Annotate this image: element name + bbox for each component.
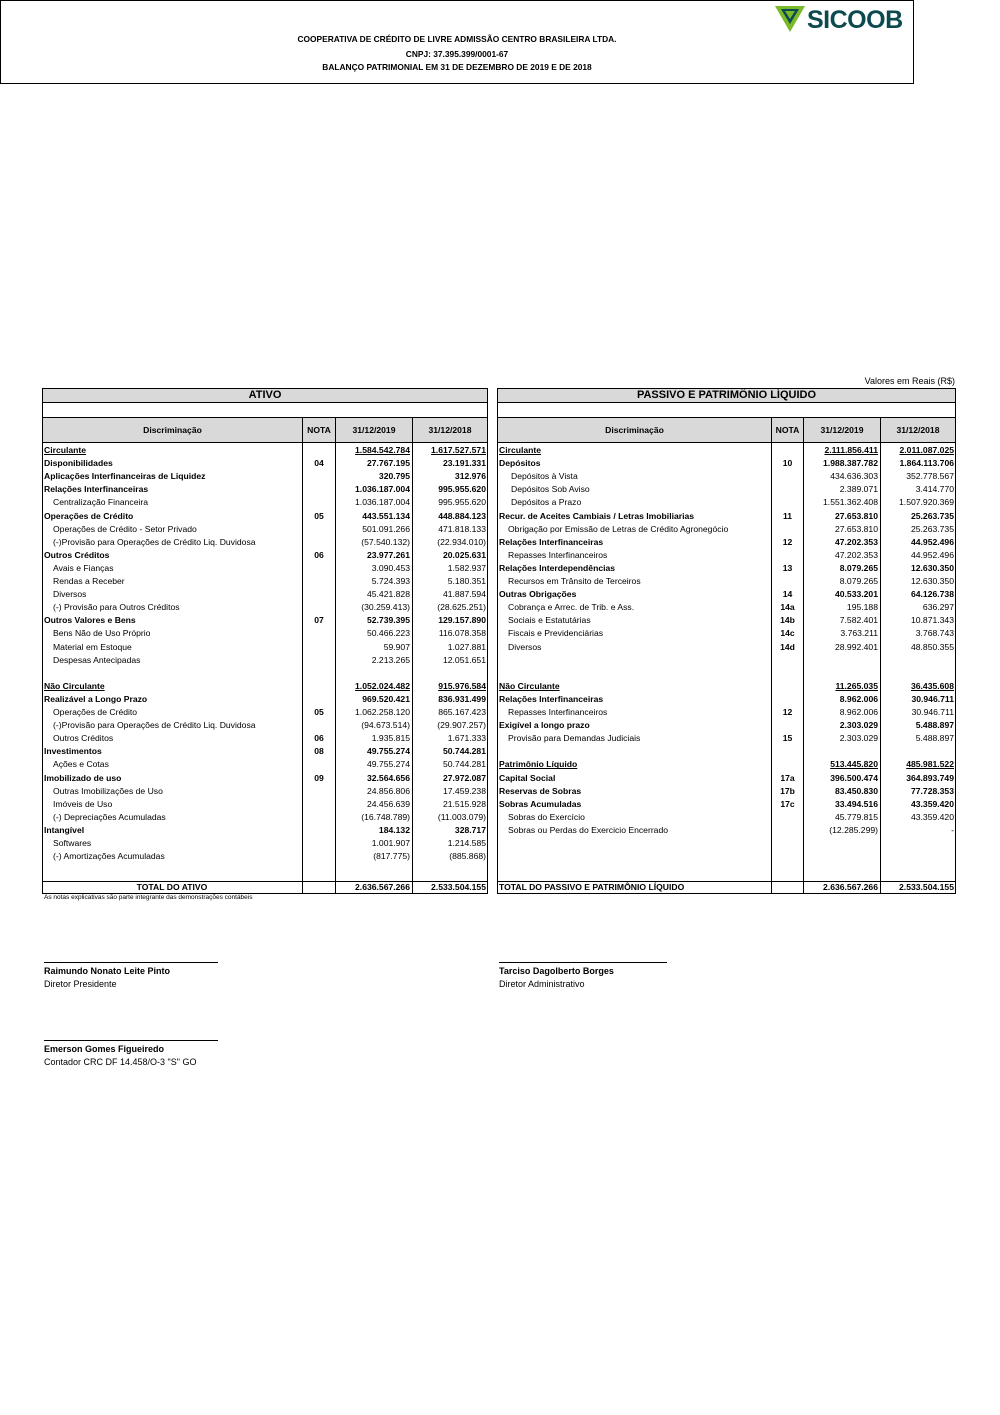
ativo-row-nota bbox=[303, 641, 335, 653]
passivo-row-label: Repasses Interfinanceiros bbox=[508, 549, 608, 560]
ativo-total-2019: 2.636.567.266 bbox=[355, 882, 410, 892]
passivo-row-nota: 14c bbox=[780, 628, 795, 639]
passivo-row-v2019: 33.494.516 bbox=[834, 798, 878, 809]
passivo-row-v2018: 1.864.113.706 bbox=[899, 458, 954, 469]
passivo-row-nota bbox=[772, 575, 803, 587]
passivo-row-label: Recursos em Trânsito de Terceiros bbox=[508, 576, 641, 586]
passivo-total-label: TOTAL DO PASSIVO E PATRIMÔNIO LÍQUIDO bbox=[499, 882, 685, 892]
passivo-row-label: Exigível a longo prazo bbox=[499, 720, 590, 731]
ativo-row-v2018: 328.717 bbox=[454, 824, 486, 835]
ativo-row-v2019: 1.584.542.784 bbox=[355, 445, 410, 455]
passivo-row-v2018: 364.893.749 bbox=[906, 772, 954, 783]
passivo-title: PASSIVO E PATRIMÔNIO LÍQUIDO bbox=[497, 388, 956, 403]
passivo-row-v2019: 195.188 bbox=[846, 602, 878, 613]
ativo-row-v2018: 20.025.631 bbox=[442, 549, 486, 560]
passivo-total-2018: 2.533.504.155 bbox=[899, 882, 954, 892]
ativo-row-v2018: 5.180.351 bbox=[447, 576, 486, 586]
passivo-row-v2019: 7.582.401 bbox=[839, 615, 878, 626]
ativo-row-v2018: 1.671.333 bbox=[447, 733, 486, 744]
currency-note: Valores em Reais (R$) bbox=[864, 376, 955, 386]
passivo-row-v2018: 43.359.420 bbox=[910, 798, 954, 809]
passivo-row-nota: 17a bbox=[780, 772, 795, 783]
passivo-row-v2018: 64.126.738 bbox=[910, 589, 954, 600]
passivo-row-v2019: 2.389.071 bbox=[839, 484, 878, 495]
passivo-row-v2018: 5.488.897 bbox=[915, 720, 954, 731]
ativo-row-v2019: 24.456.639 bbox=[366, 798, 410, 809]
passivo-row-v2018: 2.011.087.025 bbox=[899, 445, 954, 455]
ativo-total-2018: 2.533.504.155 bbox=[431, 882, 486, 892]
ativo-row-nota bbox=[303, 470, 335, 482]
ativo-row-v2019: 59.907 bbox=[383, 641, 410, 652]
passivo-col-2018: 31/12/2018 bbox=[880, 417, 956, 443]
ativo-row-v2019: 2.213.265 bbox=[371, 654, 410, 665]
ativo-row-v2019: (94.673.514) bbox=[361, 720, 410, 731]
passivo-row-v2018: 636.297 bbox=[922, 602, 954, 613]
ativo-row-label: Relações Interfinanceiras bbox=[44, 484, 149, 495]
ativo-total-label: TOTAL DO ATIVO bbox=[136, 882, 208, 892]
passivo-row-v2018: 77.728.353 bbox=[910, 785, 954, 796]
passivo-row-v2019: 47.202.353 bbox=[834, 549, 878, 560]
ativo-row-v2019: 1.036.187.004 bbox=[355, 497, 410, 508]
signature-name-3: Emerson Gomes Figueiredo bbox=[44, 1044, 165, 1054]
passivo-row-nota bbox=[772, 680, 803, 692]
passivo-col-2019: 31/12/2019 bbox=[803, 417, 881, 443]
ativo-row-label: Investimentos bbox=[44, 746, 102, 757]
signature-line-3 bbox=[44, 1040, 218, 1041]
ativo-row-v2018: 27.972.087 bbox=[442, 772, 486, 783]
ativo-row-v2019: (30.259.413) bbox=[361, 602, 410, 613]
ativo-row-v2018: 1.214.585 bbox=[447, 838, 486, 848]
ativo-row-v2019: 50.466.223 bbox=[366, 628, 410, 639]
passivo-row-v2019: 2.303.029 bbox=[839, 720, 878, 731]
passivo-row-nota: 11 bbox=[782, 510, 793, 521]
passivo-row-v2018: 43.359.420 bbox=[910, 811, 954, 822]
passivo-row-nota bbox=[772, 470, 803, 482]
ativo-row-label: Operações de Crédito - Setor Privado bbox=[53, 523, 197, 534]
ativo-row-nota bbox=[303, 798, 335, 810]
ativo-row-v2019: 443.551.134 bbox=[362, 510, 410, 521]
ativo-row-nota bbox=[303, 444, 335, 456]
ativo-row-nota bbox=[303, 758, 335, 770]
ativo-row-v2019: (16.748.789) bbox=[361, 811, 410, 822]
passivo-row-label: Relações Interfinanceiras bbox=[499, 536, 604, 547]
ativo-row-nota bbox=[303, 824, 335, 836]
passivo-row-v2019 bbox=[804, 654, 878, 666]
ativo-row-label: (-)Provisão para Operações de Crédito Liq. Duvidosa bbox=[53, 720, 256, 731]
passivo-row-v2019: 83.450.830 bbox=[834, 785, 878, 796]
ativo-row-v2018: 995.955.620 bbox=[438, 497, 486, 508]
ativo-row-label: Rendas a Receber bbox=[53, 576, 125, 586]
signature-line-2 bbox=[499, 962, 667, 963]
ativo-row-label bbox=[44, 667, 300, 679]
ativo-row-v2018: 12.051.651 bbox=[442, 654, 486, 665]
passivo-row-v2019: 1.551.362.408 bbox=[823, 497, 878, 508]
ativo-row-v2019 bbox=[336, 667, 410, 679]
signature-name-1: Raimundo Nonato Leite Pinto bbox=[44, 966, 170, 976]
passivo-row-label: Patrimônio Líquido bbox=[499, 759, 578, 770]
passivo-row-v2019: 8.962.006 bbox=[839, 693, 878, 704]
ativo-row-label: Operações de Crédito bbox=[44, 510, 134, 521]
ativo-row-v2019: 24.856.806 bbox=[366, 785, 410, 796]
passivo-row-label: Obrigação por Emissão de Letras de Crédito Agronegócio bbox=[508, 523, 729, 534]
passivo-row-label: Cobrança e Arrec. de Trib. e Ass. bbox=[508, 602, 635, 613]
ativo-row-label: Disponibilidades bbox=[44, 458, 113, 469]
passivo-row-v2019: 40.533.201 bbox=[834, 589, 878, 600]
passivo-row-v2019: 8.962.006 bbox=[839, 707, 878, 717]
passivo-row-v2019: 3.763.211 bbox=[840, 628, 878, 639]
passivo-row-nota bbox=[772, 745, 803, 757]
passivo-row-label: Relações Interfinanceiras bbox=[499, 693, 604, 704]
ativo-row-v2019: 501.091.266 bbox=[362, 523, 410, 534]
ativo-row-v2019: 49.755.274 bbox=[366, 759, 410, 770]
ativo-row-v2018: 41.887.594 bbox=[442, 589, 486, 600]
logo-wordmark: SICOOB bbox=[807, 6, 903, 34]
ativo-row-nota: 09 bbox=[314, 772, 324, 783]
footnote: As notas explicativas são parte integrante das demonstrações contábeis bbox=[44, 894, 253, 901]
ativo-row-v2018: (29.907.257) bbox=[437, 720, 486, 731]
passivo-row-v2018: 36.435.608 bbox=[910, 680, 954, 691]
passivo-row-nota bbox=[772, 523, 803, 535]
ativo-row-label: Material em Estoque bbox=[53, 641, 132, 652]
ativo-row-v2018: (28.625.251) bbox=[437, 602, 486, 613]
passivo-row-nota bbox=[772, 654, 803, 666]
passivo-row-nota: 17b bbox=[780, 785, 795, 796]
passivo-total-2019: 2.636.567.266 bbox=[823, 882, 878, 892]
ativo-row-nota: 08 bbox=[314, 746, 324, 757]
passivo-row-nota: 17c bbox=[780, 798, 795, 809]
passivo-row-nota bbox=[772, 549, 803, 561]
ativo-row-v2018: 50.744.281 bbox=[442, 759, 486, 770]
ativo-row-v2018: (885.868) bbox=[449, 851, 486, 862]
ativo-row-v2019: 52.739.395 bbox=[366, 615, 410, 626]
report-header bbox=[0, 0, 914, 84]
passivo-row-v2018: 12.630.350 bbox=[910, 562, 954, 573]
ativo-row-label: Avais e Fianças bbox=[53, 562, 114, 573]
ativo-row-nota bbox=[303, 693, 335, 705]
ativo-row-nota bbox=[303, 483, 335, 495]
passivo-row-nota bbox=[772, 444, 803, 456]
passivo-row-v2018: 5.488.897 bbox=[915, 733, 954, 744]
passivo-row-v2018 bbox=[881, 745, 954, 757]
passivo-row-v2018: 25.263.735 bbox=[910, 523, 954, 534]
ativo-row-nota bbox=[303, 680, 335, 692]
signature-line-1 bbox=[44, 962, 218, 963]
passivo-row-nota bbox=[772, 693, 803, 705]
ativo-row-v2018: 471.818.133 bbox=[438, 523, 486, 534]
passivo-row-nota bbox=[772, 667, 803, 679]
passivo-row-label: Reservas de Sobras bbox=[499, 785, 582, 796]
ativo-row-v2018: 312.976 bbox=[454, 471, 486, 482]
ativo-row-v2018: 448.884.123 bbox=[438, 510, 486, 521]
ativo-row-label: (-) Depreciações Acumuladas bbox=[53, 811, 166, 822]
passivo-row-nota: 14b bbox=[780, 615, 795, 626]
passivo-row-label: Repasses Interfinanceiros bbox=[508, 707, 608, 717]
ativo-row-label: Circulante bbox=[44, 445, 87, 455]
passivo-row-v2019: 1.988.387.782 bbox=[823, 458, 878, 469]
passivo-row-v2019 bbox=[804, 745, 878, 757]
passivo-row-label: Circulante bbox=[499, 445, 542, 455]
passivo-row-v2019 bbox=[804, 667, 878, 679]
passivo-row-nota bbox=[772, 719, 803, 731]
passivo-row-v2018: 3.768.743 bbox=[915, 628, 954, 639]
ativo-row-nota: 07 bbox=[314, 615, 324, 626]
ativo-row-v2018: 995.955.620 bbox=[438, 484, 486, 495]
ativo-row-label: (-)Provisão para Operações de Crédito Liq. Duvidosa bbox=[53, 536, 256, 547]
passivo-row-v2019: 8.079.265 bbox=[839, 562, 878, 573]
passivo-row-v2018 bbox=[881, 654, 954, 666]
signature-role-3: Contador CRC DF 14.458/O-3 "S" GO bbox=[44, 1057, 197, 1067]
ativo-row-label: Operações de Crédito bbox=[53, 707, 138, 717]
ativo-row-label: Aplicações Interfinanceiras de Liquidez bbox=[44, 471, 206, 482]
passivo-row-v2019: 47.202.353 bbox=[834, 536, 878, 547]
ativo-row-nota bbox=[303, 588, 335, 600]
ativo-row-v2018: 21.515.928 bbox=[442, 798, 486, 809]
ativo-row-nota bbox=[303, 627, 335, 639]
ativo-row-label: Realizável a Longo Prazo bbox=[44, 693, 148, 704]
passivo-row-label: Sobras Acumuladas bbox=[499, 798, 582, 809]
passivo-row-label bbox=[499, 654, 769, 666]
ativo-row-nota bbox=[303, 654, 335, 666]
sicoob-logo bbox=[775, 4, 905, 34]
passivo-row-v2018: 44.952.496 bbox=[910, 536, 954, 547]
ativo-row-label: Outros Créditos bbox=[53, 733, 114, 744]
passivo-row-label: Fiscais e Previdenciárias bbox=[508, 628, 604, 639]
passivo-row-v2018: 25.263.735 bbox=[910, 510, 954, 521]
passivo-row-v2019: 45.779.815 bbox=[834, 811, 878, 822]
passivo-row-v2018: 30.946.711 bbox=[911, 707, 954, 717]
passivo-row-nota bbox=[772, 811, 803, 823]
passivo-row-label: Relações Interdependências bbox=[499, 562, 616, 573]
ativo-row-label: (-) Provisão para Outros Créditos bbox=[53, 602, 180, 613]
ativo-row-label: Ações e Cotas bbox=[53, 759, 109, 770]
ativo-row-nota bbox=[303, 601, 335, 613]
passivo-row-v2019: 8.079.265 bbox=[839, 576, 878, 586]
ativo-row-nota bbox=[303, 523, 335, 535]
passivo-row-label: Sociais e Estatutárias bbox=[508, 615, 591, 626]
ativo-row-label: Softwares bbox=[53, 838, 92, 848]
ativo-col-discriminacao: Discriminação bbox=[42, 417, 303, 443]
ativo-row-label: Não Circulante bbox=[44, 680, 105, 691]
passivo-col-discriminacao: Discriminação bbox=[497, 417, 772, 443]
passivo-row-v2019: 27.653.810 bbox=[834, 523, 878, 534]
passivo-row-v2018: 352.778.567 bbox=[906, 471, 954, 482]
passivo-row-v2018: 44.952.496 bbox=[910, 549, 954, 560]
ativo-row-v2018: 116.078.358 bbox=[438, 628, 486, 639]
passivo-row-label bbox=[499, 745, 769, 757]
ativo-row-nota bbox=[303, 496, 335, 508]
passivo-row-nota bbox=[772, 483, 803, 495]
ativo-row-label: Outros Valores e Bens bbox=[44, 615, 136, 626]
ativo-row-label: Outras Imobilizações de Uso bbox=[53, 785, 163, 796]
passivo-row-nota: 14 bbox=[782, 589, 793, 600]
passivo-spacer bbox=[497, 403, 956, 417]
passivo-row-v2019: 11.265.035 bbox=[835, 680, 878, 691]
ativo-row-label: Centralização Financeira bbox=[53, 497, 149, 508]
ativo-row-v2019: 3.090.453 bbox=[371, 562, 410, 573]
passivo-col-nota: NOTA bbox=[771, 417, 804, 443]
ativo-row-v2018 bbox=[413, 667, 486, 679]
passivo-row-v2018: 12.630.350 bbox=[910, 576, 954, 586]
ativo-title: ATIVO bbox=[42, 388, 488, 403]
ativo-row-v2018: 1.582.937 bbox=[447, 562, 486, 573]
passivo-row-label: Sobras do Exercício bbox=[508, 811, 585, 822]
ativo-row-nota: 05 bbox=[314, 510, 324, 521]
ativo-row-v2018: 23.191.331 bbox=[442, 458, 486, 469]
sicoob-logo-icon bbox=[775, 4, 805, 34]
ativo-row-v2019: 1.062.258.120 bbox=[355, 707, 410, 717]
passivo-row-nota: 10 bbox=[782, 458, 793, 469]
passivo-row-v2018: 48.850.355 bbox=[910, 641, 954, 652]
company-cnpj: CNPJ: 37.395.399/0001-67 bbox=[405, 49, 509, 59]
passivo-row-v2019: 396.500.474 bbox=[830, 772, 878, 783]
passivo-row-v2019: 2.303.029 bbox=[839, 733, 878, 744]
ativo-row-label: Imobilizado de uso bbox=[44, 772, 122, 783]
ativo-row-nota bbox=[303, 785, 335, 797]
passivo-row-v2019: 28.992.401 bbox=[834, 641, 878, 652]
ativo-row-label: (-) Amortizações Acumuladas bbox=[53, 851, 165, 862]
passivo-row-v2018: 485.981.522 bbox=[906, 759, 954, 770]
ativo-row-v2019: (57.540.132) bbox=[361, 536, 410, 547]
passivo-row-label: Sobras ou Perdas do Exercicio Encerrado bbox=[508, 824, 669, 835]
passivo-row-nota: 12 bbox=[782, 707, 793, 717]
ativo-row-nota bbox=[303, 719, 335, 731]
ativo-row-v2019: (817.775) bbox=[373, 851, 410, 862]
ativo-row-nota bbox=[303, 562, 335, 574]
ativo-row-v2018: 17.459.238 bbox=[442, 785, 486, 796]
ativo-row-label: Bens Não de Uso Próprio bbox=[53, 628, 151, 639]
passivo-row-label: Recur. de Aceites Cambiais / Letras Imobiliarias bbox=[499, 510, 695, 521]
passivo-row-label: Provisão para Demandas Judiciais bbox=[508, 733, 641, 744]
passivo-row-v2019: 2.111.856.411 bbox=[824, 445, 878, 455]
passivo-row-label: Depósitos bbox=[499, 458, 541, 469]
passivo-row-label: Depósitos a Prazo bbox=[511, 497, 582, 508]
company-name: COOPERATIVA DE CRÉDITO DE LIVRE ADMISSÃO CENTRO BRASILEIRA LTDA. bbox=[297, 34, 617, 44]
passivo-row-label: Outras Obrigações bbox=[499, 589, 577, 600]
passivo-row-label: Não Circulante bbox=[499, 680, 560, 691]
ativo-row-label: Intangível bbox=[44, 824, 85, 835]
ativo-row-v2019: 320.795 bbox=[378, 471, 410, 482]
passivo-row-v2019: (12.285.299) bbox=[829, 824, 878, 835]
ativo-row-nota bbox=[303, 837, 335, 849]
ativo-row-v2019: 32.564.656 bbox=[366, 772, 410, 783]
ativo-row-v2019: 45.421.828 bbox=[366, 589, 410, 600]
ativo-row-nota bbox=[303, 536, 335, 548]
ativo-row-v2019: 27.767.195 bbox=[366, 458, 410, 469]
ativo-row-v2018: 1.027.881 bbox=[447, 641, 486, 652]
ativo-col-2018: 31/12/2018 bbox=[412, 417, 488, 443]
ativo-row-v2018: 129.157.890 bbox=[438, 615, 486, 626]
passivo-row-label: Diversos bbox=[508, 641, 542, 652]
ativo-row-nota bbox=[303, 850, 335, 862]
passivo-row-v2018: 3.414.770 bbox=[915, 484, 954, 495]
passivo-row-v2019: 513.445.820 bbox=[830, 759, 878, 770]
passivo-row-v2018: 1.507.920.369 bbox=[899, 497, 954, 508]
passivo-row-label: Capital Social bbox=[499, 772, 556, 783]
passivo-row-v2019: 27.653.810 bbox=[834, 510, 878, 521]
ativo-col-nota: NOTA bbox=[302, 417, 336, 443]
ativo-row-v2019: 1.036.187.004 bbox=[355, 484, 410, 495]
ativo-row-v2018: (22.934.010) bbox=[437, 536, 486, 547]
passivo-row-v2018: 10.871.343 bbox=[910, 615, 954, 626]
ativo-row-v2019: 1.001.907 bbox=[371, 838, 410, 848]
ativo-spacer bbox=[42, 403, 488, 417]
ativo-row-v2018: 836.931.499 bbox=[438, 693, 486, 704]
ativo-row-v2019: 1.935.815 bbox=[371, 733, 410, 744]
report-title: BALANÇO PATRIMONIAL EM 31 DE DEZEMBRO DE 2019 E DE 2018 bbox=[322, 62, 592, 72]
ativo-row-v2018: 1.617.527.571 bbox=[431, 445, 486, 455]
passivo-row-v2018: 30.946.711 bbox=[911, 693, 954, 704]
ativo-row-v2018: (11.003.079) bbox=[437, 811, 486, 822]
ativo-row-v2019: 23.977.261 bbox=[366, 549, 410, 560]
ativo-row-v2019: 1.052.024.482 bbox=[355, 680, 410, 691]
signature-role-1: Diretor Presidente bbox=[44, 979, 117, 989]
ativo-row-label: Despesas Antecipadas bbox=[53, 654, 141, 665]
passivo-row-label: Depósitos à Vista bbox=[511, 471, 578, 482]
ativo-row-v2019: 184.132 bbox=[378, 824, 410, 835]
ativo-row-v2018: 50.744.281 bbox=[442, 746, 486, 757]
ativo-row-label: Imóveis de Uso bbox=[53, 798, 113, 809]
ativo-row-label: Diversos bbox=[53, 589, 87, 600]
ativo-row-v2018: 915.976.584 bbox=[438, 680, 486, 691]
passivo-row-nota: 14a bbox=[780, 602, 795, 613]
ativo-row-nota bbox=[303, 811, 335, 823]
ativo-row-label: Outros Créditos bbox=[44, 549, 110, 560]
ativo-row-nota bbox=[303, 667, 335, 679]
passivo-row-nota: 12 bbox=[782, 536, 793, 547]
passivo-row-nota: 13 bbox=[782, 562, 793, 573]
passivo-row-nota bbox=[772, 496, 803, 508]
passivo-row-label bbox=[499, 667, 769, 679]
signature-role-2: Diretor Administrativo bbox=[499, 979, 585, 989]
ativo-row-nota bbox=[303, 575, 335, 587]
ativo-row-v2019: 5.724.393 bbox=[371, 576, 410, 586]
passivo-row-nota: 15 bbox=[782, 733, 793, 744]
ativo-row-nota: 06 bbox=[314, 733, 324, 744]
passivo-row-label: Depósitos Sob Aviso bbox=[511, 484, 590, 495]
passivo-row-nota: 14d bbox=[780, 641, 795, 652]
ativo-row-nota: 05 bbox=[314, 707, 324, 717]
ativo-row-nota: 06 bbox=[314, 549, 324, 560]
passivo-row-v2019: 434.636.303 bbox=[830, 471, 878, 482]
passivo-row-v2018 bbox=[881, 667, 954, 679]
passivo-row-nota bbox=[772, 824, 803, 836]
passivo-row-v2018: - bbox=[951, 824, 954, 835]
ativo-col-2019: 31/12/2019 bbox=[335, 417, 413, 443]
signature-name-2: Tarciso Dagolberto Borges bbox=[499, 966, 614, 976]
ativo-row-v2018: 865.167.423 bbox=[438, 707, 486, 717]
ativo-row-nota: 04 bbox=[314, 458, 324, 469]
passivo-row-nota bbox=[772, 758, 803, 770]
ativo-row-v2019: 969.520.421 bbox=[362, 693, 410, 704]
ativo-row-v2019: 49.755.274 bbox=[366, 746, 410, 757]
